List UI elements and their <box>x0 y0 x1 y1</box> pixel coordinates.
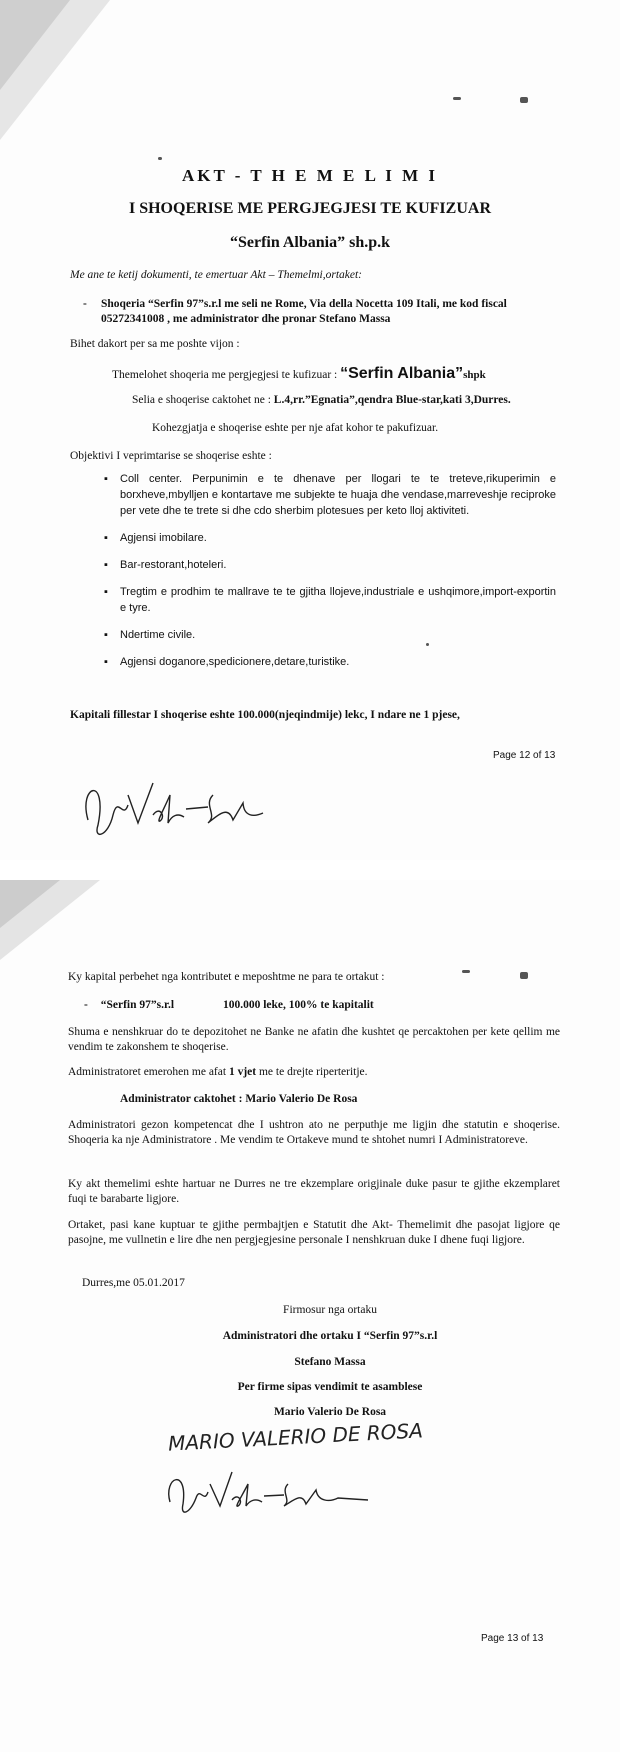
page-label: Page <box>481 1633 508 1644</box>
document-page-12 <box>0 0 620 860</box>
page-total: 13 <box>532 1633 544 1644</box>
objective-text: Agjensi imobilare. <box>120 532 207 544</box>
objective-text: Ndertime civile. <box>120 629 196 641</box>
per-decision-label: Per firme sipas vendimit te asamblese <box>237 1381 423 1393</box>
agreement-text: Bihet dakort per sa me poshte vijon : <box>70 338 240 350</box>
bullet-icon: ▪ <box>104 473 108 485</box>
scan-mark <box>453 97 461 100</box>
admin-partner-label: Administratori dhe ortaku I “Serfin 97”s.r.l <box>222 1330 438 1342</box>
administrator-powers: Administratori gezon kompetencat dhe I ushtron ato ne perputhje me ligjin dhe statutin e shoqerise. Shoqeria ka nje Administratore . Me vendim te Ortakeve mund te shtohet numri I Administratoreve. <box>68 1119 560 1146</box>
closing-clause: Ortaket, pasi kane kuptuar te gjithe permbajtjen e Statutit dhe Akt- Themelimit dhe pasojat ligjore qe pasojne, me vullnetin e lire dhe nen pergjegjesine personale I nenshkruan duke I dhene fuqi ligjore. <box>68 1219 560 1246</box>
page-current: 13 <box>507 1633 519 1644</box>
signed-by-label: Firmosur nga ortaku <box>283 1304 377 1316</box>
page-of: of <box>518 1633 533 1644</box>
objective-item <box>104 530 556 546</box>
signatory-name-2: Mario Valerio De Rosa <box>273 1406 387 1418</box>
seat-prefix: Selia e shoqerise caktohet ne : <box>132 394 274 406</box>
page-number <box>493 750 555 761</box>
page-label: Page <box>493 750 520 761</box>
founding-prefix: Themelohet shoqeria me pergjegjesi te kufizuar : <box>112 369 341 381</box>
founding-company-name: “Serfin Albania” <box>340 365 464 382</box>
term-suffix: me te drejte riperteritje. <box>256 1066 368 1078</box>
intro-text: Me ane te ketij dokumenti, te emertuar Akt – Themelmi,ortaket: <box>70 269 362 281</box>
signatory-name-1: Stefano Massa <box>294 1356 366 1368</box>
bullet-icon: ▪ <box>104 559 108 571</box>
partner-dash: - <box>83 298 87 310</box>
objective-intro: Objektivi I veprimtarise se shoqerise eshte : <box>70 450 272 462</box>
scan-mark <box>520 97 528 103</box>
deposit-clause: Shuma e nenshkruar do te depozitohet ne Banke ne afatin dhe kushtet qe percaktohen per kete qellim me vendim te zakonshem te shoqerise. <box>68 1026 560 1053</box>
capital-statement: Kapitali fillestar I shoqerise eshte 100.000(njeqindmije) lekc, I ndare ne 1 pjese, <box>70 709 460 721</box>
administrator-appointed: Administrator caktohet : Mario Valerio De Rosa <box>120 1093 358 1105</box>
term-prefix: Administratoret emerohen me afat <box>68 1066 229 1078</box>
page-current: 12 <box>519 750 531 761</box>
copies-clause: Ky akt themelimi eshte hartuar ne Durres ne tre ekzemplare origjinale duke pasur te gjithe ekzemplaret fuqi te barabarte ligjore. <box>68 1178 560 1205</box>
contribution-intro: Ky kapital perbehet nga kontributet e meposhtme ne para te ortakut : <box>68 971 385 983</box>
page-separator <box>0 860 620 880</box>
objective-text: Bar-restorant,hoteleri. <box>120 559 227 571</box>
objective-item <box>104 557 556 573</box>
objective-item <box>104 627 556 643</box>
objective-text: Agjensi doganore,spedicionere,detare,turistike. <box>120 656 350 668</box>
scan-mark <box>520 972 528 979</box>
page-total: 13 <box>544 750 556 761</box>
objective-item <box>104 584 556 616</box>
handwritten-signature <box>68 765 288 845</box>
objectives-list <box>104 471 556 681</box>
page-of: of <box>530 750 545 761</box>
bullet-icon: ▪ <box>104 586 108 598</box>
bullet-icon: ▪ <box>104 629 108 641</box>
bullet-icon: ▪ <box>104 656 108 668</box>
contributor-name: “Serfin 97”s.r.l <box>100 999 175 1011</box>
seat-statement <box>132 393 511 408</box>
document-page-13 <box>0 880 620 1752</box>
term-duration: 1 vjet <box>228 1066 257 1078</box>
document-subtitle: I SHOQERISE ME PERGJEGJESI TE KUFIZUAR <box>128 200 491 217</box>
seat-address: L.4,rr.”Egnatia”,qendra Blue-star,kati 3,Durres. <box>273 394 511 406</box>
scan-mark <box>426 643 429 646</box>
handwritten-signature <box>158 1462 378 1522</box>
objective-text: Tregtim e prodhim te mallrave te te gjitha llojeve,industriale e ushqimore,import-exportin e tyre. <box>120 586 556 614</box>
bullet-icon: ▪ <box>104 532 108 544</box>
contribution-dash: - <box>84 999 88 1011</box>
objective-item <box>104 654 556 670</box>
scan-mark <box>158 157 162 160</box>
page-number <box>481 1633 543 1644</box>
partner-entry <box>83 297 563 327</box>
scan-mark <box>462 970 470 973</box>
partner-line-1: Shoqeria “Serfin 97”s.r.l me seli ne Rome, Via della Nocetta 109 Itali, me kod fiscal <box>101 298 507 310</box>
administrators-term <box>68 1065 368 1080</box>
document-title: AKT - T H E M E L I M I <box>181 166 439 185</box>
contribution-entry <box>84 998 374 1013</box>
handwritten-name: MARIO VALERIO DE ROSA <box>167 1418 424 1456</box>
company-name-heading: “Serfin Albania” sh.p.k <box>229 234 391 251</box>
contribution-amount: 100.000 leke, 100% te kapitalit <box>222 999 374 1011</box>
founding-statement <box>112 366 486 383</box>
duration-statement: Kohezgjatja e shoqerise eshte per nje afat kohor te pakufizuar. <box>152 422 439 434</box>
objective-text: Coll center. Perpunimin e te dhenave per llogari te te treteve,rikuperimin e borxheve,mbylljen e kontartave me subjekte te huaja dhe vendase,marreveshje reciproke per vete dhe te trete si dhe cdo sherbim plotesues per keto lloj aktiviteti. <box>120 473 556 517</box>
date-place: Durres,me 05.01.2017 <box>82 1277 185 1289</box>
founding-suffix: shpk <box>463 369 486 381</box>
partner-line-2: 05272341008 , me administrator dhe pronar Stefano Massa <box>101 313 391 325</box>
objective-item <box>104 471 556 519</box>
